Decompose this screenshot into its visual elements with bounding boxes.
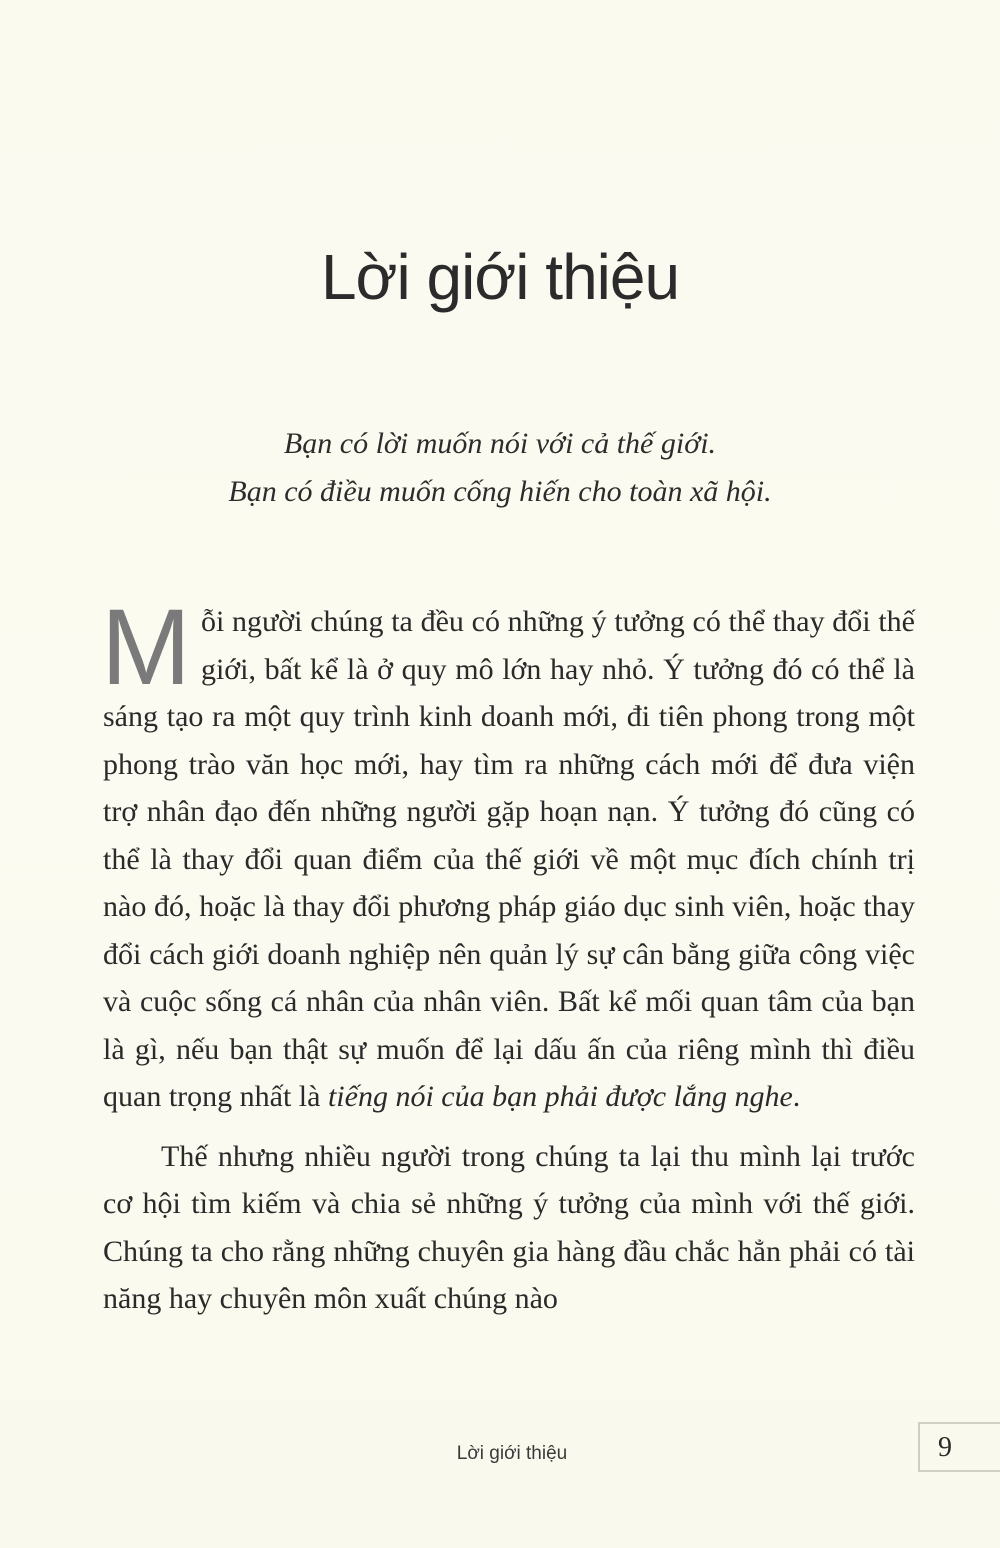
paragraph-1 (101, 586, 915, 1121)
epigraph (150, 420, 850, 516)
paragraph-1-end: . (792, 1080, 801, 1113)
running-footer-title: Lời giới thiệu (456, 1443, 568, 1464)
paragraph-1-emphasis: tiếng nói của bạn phải được lắng nghe (327, 1080, 793, 1113)
page-number: 9 (938, 1432, 952, 1463)
body-text (101, 586, 915, 1323)
epigraph-line-1: Bạn có lời muốn nói với cả thế giới. (283, 427, 717, 460)
drop-cap: M (101, 586, 191, 707)
paragraph-1-text: ỗi người chúng ta đều có những ý tưởng có thể thay đổi thế giới, bất kể là ở quy mô lớn hay nhỏ. Ý tưởng đó có thể là sáng tạo ra một quy trình kinh doanh mới, đi tiên phong trong một phong trào văn học mới, hay tìm ra những cách mới để đưa viện trợ nhân đạo đến những người gặp hoạn nạn. Ý tưởng đó cũng có thể là thay đổi quan điểm của thế giới về một mục đích chính trị nào đó, hoặc là thay đổi phương pháp giáo dục sinh viên, hoặc thay đổi cách giới doanh nghiệp nên quản lý sự cân bằng giữa công việc và cuộc sống cá nhân của nhân viên. Bất kể mối quan tâm của bạn là gì, nếu bạn thật sự muốn để lại dấu ấn của riêng mình thì điều quan trọng nhất là (103, 605, 915, 1113)
chapter-title: Lời giới thiệu (320, 241, 680, 313)
paragraph-2: Thế nhưng nhiều người trong chúng ta lại thu mình lại trước cơ hội tìm kiếm và chia sẻ những ý tưởng của mình với thế giới. Chúng ta cho rằng những chuyên gia hàng đầu chắc hẳn phải có tài năng hay chuyên môn xuất chúng nào (103, 1139, 915, 1315)
epigraph-line-2: Bạn có điều muốn cống hiến cho toàn xã hội. (228, 475, 772, 508)
page-number-box (918, 1422, 1000, 1472)
